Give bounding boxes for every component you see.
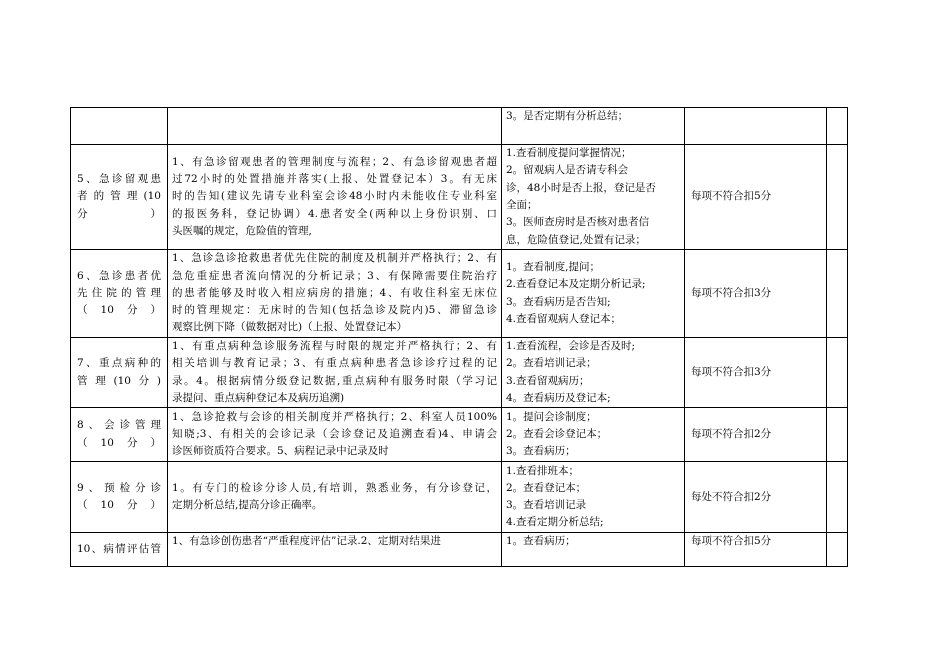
- method-cell: [502, 533, 685, 567]
- method-line: 4.查看定期分析总结;: [506, 516, 604, 529]
- item-line: （10分）: [77, 499, 161, 512]
- deduction-cell: [685, 338, 827, 408]
- standard-cell: [168, 250, 502, 338]
- standard-line: 知晓;3、有相关的会诊记录（会诊登记及追溯查看)4、申请会: [172, 428, 497, 441]
- method-line: 3。是否定期有分析总结；: [506, 110, 629, 122]
- item-line: 分）: [77, 207, 161, 220]
- item-line: （10分）: [77, 304, 161, 317]
- method-line: 3。查看病历是否告知;: [506, 295, 611, 308]
- item-line: 管理(10分): [77, 374, 161, 387]
- method-line: 诊，48小时是否上报，登记是否: [506, 181, 656, 194]
- standard-line: 诊医师资质符合要求。5、病程记录中记录及时: [172, 445, 389, 458]
- score-cell: [827, 338, 848, 408]
- deduction-cell: [685, 408, 827, 462]
- method-line: 全面；: [506, 199, 538, 211]
- deduction-text: 每项不符合扣3分: [691, 286, 772, 299]
- item-cell: [71, 108, 168, 145]
- standard-line: 的报医务科，登记协调）4.患者安全(两种以上身份识别、口: [172, 207, 497, 220]
- method-cell: [502, 338, 685, 408]
- score-cell: [827, 108, 848, 145]
- item-cell: [71, 145, 168, 250]
- standard-cell: [168, 408, 502, 462]
- deduction-cell: [685, 145, 827, 250]
- method-line: 1。查看制度,提问；: [506, 260, 601, 273]
- standard-line: 时的告知(建议先请专业科室会诊48小时内未能收住专业科室: [172, 190, 497, 203]
- method-line: 2。留观病人是否请专科会: [506, 164, 629, 177]
- standard-line: 1、急诊抢救与会诊的相关制度并严格执行；2、科室人员100%: [172, 410, 497, 423]
- deduction-text: 每项不符合扣5分: [691, 190, 772, 203]
- score-cell: [827, 250, 848, 338]
- item-cell: [71, 462, 168, 533]
- item-line: 8、会诊管理: [77, 419, 161, 432]
- method-line: 1.查看流程，会诊是否及时;: [506, 340, 636, 352]
- method-line: 息，危险值登记,处置有记录；: [506, 233, 646, 246]
- deduction-cell: [685, 462, 827, 533]
- standard-line: 录提问、重点病种登记本及病历追溯): [172, 391, 345, 404]
- standard-cell: [168, 533, 502, 567]
- item-cell: [71, 250, 168, 338]
- standard-line: 头医嘱的规定，危险值的管理,: [172, 224, 312, 237]
- deduction-cell: [685, 533, 827, 567]
- method-line: 1。查看病历；: [506, 535, 576, 548]
- standard-line: 急危重症患者流向情况的分析记录；3、有保障需要住院治疗: [172, 269, 497, 282]
- table-row: [71, 338, 848, 408]
- deduction-cell: [685, 108, 827, 145]
- standard-line: 1、有重点病种急诊服务流程与时限的规定并严格执行；2、有: [172, 340, 497, 352]
- standard-line: 录。4。根据病情分级登记数据,重点病种有服务时限（学习记: [172, 374, 497, 387]
- item-cell: [71, 338, 168, 408]
- deduction-text: 每项不符合扣2分: [691, 428, 772, 441]
- item-line: 7、重点病种的: [77, 357, 161, 370]
- standard-line: 1、有急诊留观患者的管理制度与流程；2、有急诊留观患者超: [172, 155, 497, 168]
- assessment-table: [70, 107, 848, 567]
- table-row: [71, 250, 848, 338]
- standard-line: 1。有专门的检诊分诊人员,有培训，熟悉业务，有分诊登记，: [172, 481, 497, 494]
- deduction-text: 每项不符合扣5分: [691, 535, 772, 548]
- method-line: 2。查看会诊登记本；: [506, 428, 608, 441]
- table-row: [71, 408, 848, 462]
- item-cell: [71, 408, 168, 462]
- standard-line: 的患者能够及时收入相应病房的措施；4、有收住科室无床位: [172, 286, 497, 299]
- standard-line: 相关培训与教育记录；3、有重点病种患者急诊诊疗过程的记: [172, 357, 497, 370]
- item-line: 先住院的管理: [77, 286, 161, 299]
- standard-cell: [168, 338, 502, 408]
- item-line: 10、病情评估管: [77, 543, 161, 556]
- item-cell: [71, 533, 168, 567]
- score-cell: [827, 408, 848, 462]
- method-line: 2.查看登记本及定期分析记录;: [506, 278, 646, 291]
- deduction-text: 每处不符合扣2分: [691, 490, 772, 503]
- table-row: [71, 462, 848, 533]
- method-line: 1。提问会诊制度；: [506, 410, 597, 423]
- method-line: 3。医师查房时是否核对患者信: [506, 216, 650, 229]
- method-line: 3.查看留观病历；: [506, 374, 590, 387]
- table-row: [71, 145, 848, 250]
- method-line: 3。查看病历；: [506, 445, 576, 458]
- standard-line: 1、急诊急诊抢救患者优先住院的制度及机制并严格执行；2、有: [172, 252, 497, 265]
- item-line: 者的管理(10: [77, 190, 161, 203]
- method-cell: [502, 408, 685, 462]
- deduction-cell: [685, 250, 827, 338]
- standard-line: 定期分析总结,提高分诊正确率。: [172, 499, 323, 512]
- method-cell: [502, 250, 685, 338]
- item-line: （10分）: [77, 436, 161, 449]
- standard-line: 时的管理规定：无床时的告知(包括急诊及院内)5、滞留急诊: [172, 304, 497, 317]
- item-line: 5、急诊留观患: [77, 173, 161, 186]
- standard-cell: [168, 108, 502, 145]
- item-line: 9、预检分诊: [77, 481, 161, 494]
- standard-line: 过72小时的处置措施并落实(上报、处置登记本）3。有无床: [172, 173, 497, 186]
- method-line: 1.查看排班本；: [506, 464, 580, 477]
- score-cell: [827, 462, 848, 533]
- standard-cell: [168, 462, 502, 533]
- standard-line: 观察比例下降（做数据对比)（上报、处置登记本）: [172, 321, 408, 334]
- table-row: [71, 108, 848, 145]
- standard-cell: [168, 145, 502, 250]
- method-line: 1.查看制度提问掌握情况；: [506, 147, 632, 160]
- standard-line: 1、有急诊创伤患者“严重程度评估”记录.2、定期对结果进: [172, 535, 441, 548]
- method-line: 2。查看登记本；: [506, 481, 587, 494]
- method-line: 2。查看培训记录；: [506, 357, 597, 370]
- method-line: 4.查看留观病人登记本；: [506, 312, 622, 325]
- method-cell: [502, 145, 685, 250]
- score-cell: [827, 533, 848, 567]
- method-cell: [502, 462, 685, 533]
- method-line: 3。查看培训记录: [506, 499, 587, 512]
- deduction-text: 每项不符合扣3分: [691, 365, 772, 378]
- item-line: 6、急诊患者优: [77, 269, 161, 282]
- table-row: [71, 533, 848, 567]
- method-line: 4。查看病历及登记本;: [506, 391, 611, 404]
- method-cell: [502, 108, 685, 145]
- score-cell: [827, 145, 848, 250]
